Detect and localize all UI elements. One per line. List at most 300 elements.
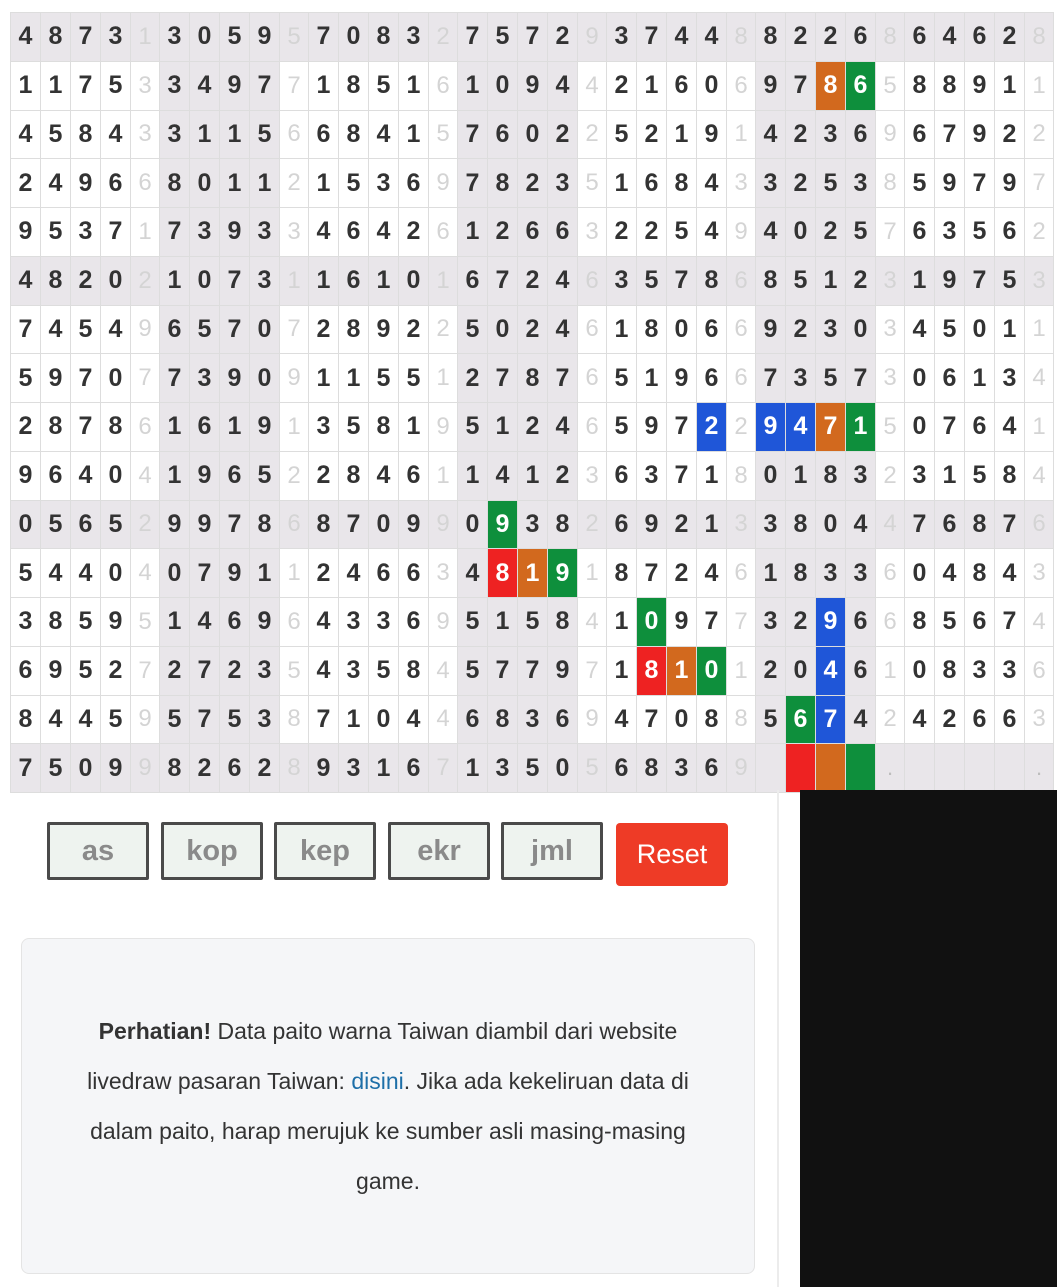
- paito-digit[interactable]: 5: [101, 696, 131, 745]
- paito-digit[interactable]: 7: [786, 62, 816, 111]
- paito-digit[interactable]: 8: [637, 306, 667, 355]
- paito-digit[interactable]: 9: [697, 111, 727, 160]
- paito-digit[interactable]: 2: [190, 744, 220, 793]
- paito-digit[interactable]: 5: [965, 452, 995, 501]
- paito-digit[interactable]: 4: [101, 306, 131, 355]
- paito-digit[interactable]: 3: [250, 696, 280, 745]
- paito-digit-highlighted[interactable]: 0: [697, 647, 727, 696]
- paito-digit[interactable]: 8: [71, 111, 101, 160]
- paito-digit[interactable]: 7: [756, 354, 786, 403]
- paito-digit[interactable]: 8: [697, 257, 727, 306]
- paito-digit[interactable]: 2: [786, 13, 816, 62]
- paito-digit[interactable]: 7: [488, 257, 518, 306]
- paito-digit[interactable]: 2: [995, 111, 1025, 160]
- paito-digit[interactable]: 0: [965, 306, 995, 355]
- paito-digit[interactable]: 8: [369, 13, 399, 62]
- paito-digit[interactable]: 9: [548, 647, 578, 696]
- paito-digit[interactable]: 2: [518, 159, 548, 208]
- paito-digit[interactable]: 5: [71, 306, 101, 355]
- paito-digit[interactable]: 0: [71, 744, 101, 793]
- paito-digit[interactable]: 8: [935, 62, 965, 111]
- paito-digit[interactable]: 6: [458, 696, 488, 745]
- paito-digit[interactable]: 5: [369, 62, 399, 111]
- paito-digit[interactable]: 0: [250, 306, 280, 355]
- paito-digit-highlighted[interactable]: 1: [518, 549, 548, 598]
- paito-digit[interactable]: 5: [995, 257, 1025, 306]
- paito-digit[interactable]: 1: [607, 159, 637, 208]
- paito-digit[interactable]: 8: [101, 403, 131, 452]
- paito-digit[interactable]: 5: [637, 257, 667, 306]
- paito-digit[interactable]: 3: [488, 744, 518, 793]
- paito-digit[interactable]: 5: [607, 111, 637, 160]
- paito-digit[interactable]: 3: [101, 13, 131, 62]
- paito-digit[interactable]: 9: [190, 501, 220, 550]
- paito-digit[interactable]: 9: [11, 452, 41, 501]
- paito-digit[interactable]: 0: [548, 744, 578, 793]
- paito-digit[interactable]: 4: [309, 647, 339, 696]
- paito-digit[interactable]: 2: [11, 159, 41, 208]
- paito-digit[interactable]: 1: [995, 306, 1025, 355]
- paito-digit[interactable]: 0: [369, 696, 399, 745]
- paito-digit[interactable]: 1: [339, 696, 369, 745]
- paito-digit[interactable]: 2: [458, 354, 488, 403]
- paito-digit[interactable]: 6: [965, 598, 995, 647]
- paito-digit[interactable]: 6: [905, 13, 935, 62]
- paito-digit-highlighted[interactable]: 4: [816, 647, 846, 696]
- paito-digit[interactable]: 1: [458, 452, 488, 501]
- paito-digit[interactable]: 7: [220, 257, 250, 306]
- paito-digit[interactable]: 7: [458, 111, 488, 160]
- paito-digit[interactable]: 5: [250, 111, 280, 160]
- paito-digit[interactable]: 4: [995, 403, 1025, 452]
- paito-digit[interactable]: 5: [935, 598, 965, 647]
- paito-digit[interactable]: 7: [309, 13, 339, 62]
- paito-digit[interactable]: 2: [756, 647, 786, 696]
- paito-digit[interactable]: 8: [160, 744, 190, 793]
- paito-digit[interactable]: 5: [101, 501, 131, 550]
- paito-digit[interactable]: 3: [756, 598, 786, 647]
- paito-digit[interactable]: 7: [160, 208, 190, 257]
- paito-digit[interactable]: 5: [101, 62, 131, 111]
- paito-digit[interactable]: 2: [637, 208, 667, 257]
- paito-digit[interactable]: 7: [965, 159, 995, 208]
- paito-digit[interactable]: 3: [756, 159, 786, 208]
- paito-digit[interactable]: 2: [71, 257, 101, 306]
- paito-digit[interactable]: 7: [101, 208, 131, 257]
- paito-digit[interactable]: 6: [965, 403, 995, 452]
- paito-digit[interactable]: 2: [309, 549, 339, 598]
- paito-digit[interactable]: 8: [369, 403, 399, 452]
- paito-digit[interactable]: 0: [101, 257, 131, 306]
- paito-digit[interactable]: 6: [399, 159, 429, 208]
- paito-digit[interactable]: 0: [11, 501, 41, 550]
- paito-digit[interactable]: 4: [905, 306, 935, 355]
- paito-digit[interactable]: 2: [518, 403, 548, 452]
- paito-digit[interactable]: 1: [220, 403, 250, 452]
- paito-digit[interactable]: 9: [965, 62, 995, 111]
- paito-digit[interactable]: 3: [846, 452, 876, 501]
- paito-digit[interactable]: 9: [101, 598, 131, 647]
- paito-digit[interactable]: 4: [697, 159, 727, 208]
- paito-digit[interactable]: 6: [905, 111, 935, 160]
- paito-digit[interactable]: 2: [309, 452, 339, 501]
- paito-digit[interactable]: 4: [935, 549, 965, 598]
- jml-input[interactable]: [501, 822, 603, 880]
- paito-digit[interactable]: 1: [816, 257, 846, 306]
- paito-digit[interactable]: 6: [846, 111, 876, 160]
- paito-digit-highlighted[interactable]: [786, 744, 816, 793]
- paito-digit-highlighted[interactable]: 2: [697, 403, 727, 452]
- paito-digit[interactable]: 7: [935, 111, 965, 160]
- paito-digit[interactable]: 1: [965, 354, 995, 403]
- paito-digit[interactable]: 3: [250, 257, 280, 306]
- paito-digit[interactable]: 7: [518, 13, 548, 62]
- paito-digit[interactable]: 5: [935, 306, 965, 355]
- paito-digit[interactable]: 9: [101, 744, 131, 793]
- paito-digit[interactable]: 0: [518, 111, 548, 160]
- paito-digit-highlighted[interactable]: 8: [488, 549, 518, 598]
- paito-digit[interactable]: 5: [41, 111, 71, 160]
- paito-digit[interactable]: 1: [11, 62, 41, 111]
- paito-digit[interactable]: 8: [905, 598, 935, 647]
- paito-digit[interactable]: 3: [339, 598, 369, 647]
- paito-digit[interactable]: 9: [220, 354, 250, 403]
- paito-digit[interactable]: 1: [458, 744, 488, 793]
- paito-digit[interactable]: 3: [190, 354, 220, 403]
- paito-digit[interactable]: 6: [488, 111, 518, 160]
- paito-digit[interactable]: 3: [935, 208, 965, 257]
- paito-digit-highlighted[interactable]: 9: [816, 598, 846, 647]
- paito-digit[interactable]: 7: [935, 403, 965, 452]
- paito-digit[interactable]: 6: [995, 696, 1025, 745]
- paito-digit[interactable]: 1: [41, 62, 71, 111]
- paito-digit[interactable]: 9: [965, 111, 995, 160]
- paito-digit[interactable]: 8: [935, 647, 965, 696]
- paito-digit[interactable]: 5: [786, 257, 816, 306]
- paito-digit[interactable]: 6: [548, 208, 578, 257]
- paito-digit[interactable]: 6: [190, 403, 220, 452]
- paito-digit[interactable]: 7: [637, 549, 667, 598]
- paito-digit[interactable]: 9: [250, 598, 280, 647]
- paito-digit[interactable]: 2: [786, 111, 816, 160]
- paito-digit[interactable]: 7: [11, 744, 41, 793]
- paito-digit[interactable]: 8: [816, 452, 846, 501]
- paito-digit[interactable]: 5: [190, 306, 220, 355]
- paito-digit[interactable]: 9: [756, 62, 786, 111]
- paito-digit[interactable]: 4: [548, 306, 578, 355]
- paito-digit[interactable]: 0: [488, 62, 518, 111]
- paito-digit[interactable]: 3: [11, 598, 41, 647]
- paito-digit[interactable]: 6: [607, 501, 637, 550]
- paito-digit[interactable]: 7: [11, 306, 41, 355]
- paito-digit[interactable]: 1: [697, 501, 727, 550]
- paito-digit[interactable]: 4: [309, 598, 339, 647]
- paito-digit[interactable]: 4: [11, 111, 41, 160]
- paito-digit[interactable]: 5: [458, 403, 488, 452]
- paito-digit-highlighted[interactable]: 6: [786, 696, 816, 745]
- paito-digit[interactable]: 1: [458, 62, 488, 111]
- paito-digit[interactable]: 9: [935, 159, 965, 208]
- paito-digit[interactable]: 6: [965, 696, 995, 745]
- paito-digit[interactable]: 2: [935, 696, 965, 745]
- paito-digit[interactable]: 3: [160, 111, 190, 160]
- paito-digit[interactable]: 9: [250, 403, 280, 452]
- paito-digit-highlighted[interactable]: 1: [846, 403, 876, 452]
- paito-digit[interactable]: 7: [190, 549, 220, 598]
- paito-digit[interactable]: 1: [369, 257, 399, 306]
- paito-digit[interactable]: 2: [160, 647, 190, 696]
- paito-digit[interactable]: 5: [756, 696, 786, 745]
- paito-digit[interactable]: 4: [607, 696, 637, 745]
- paito-digit[interactable]: 0: [905, 647, 935, 696]
- paito-digit[interactable]: 3: [160, 62, 190, 111]
- paito-digit[interactable]: 6: [369, 549, 399, 598]
- paito-digit[interactable]: 2: [816, 13, 846, 62]
- paito-digit[interactable]: 6: [548, 696, 578, 745]
- paito-digit[interactable]: 3: [369, 598, 399, 647]
- paito-digit[interactable]: 9: [190, 452, 220, 501]
- paito-digit[interactable]: 4: [71, 549, 101, 598]
- paito-digit[interactable]: 7: [637, 696, 667, 745]
- paito-digit[interactable]: 3: [816, 549, 846, 598]
- paito-digit[interactable]: 0: [816, 501, 846, 550]
- paito-digit[interactable]: 4: [846, 696, 876, 745]
- paito-digit[interactable]: 7: [71, 354, 101, 403]
- paito-digit[interactable]: 2: [309, 306, 339, 355]
- paito-digit[interactable]: 1: [160, 257, 190, 306]
- paito-digit[interactable]: 6: [667, 62, 697, 111]
- paito-digit[interactable]: 9: [250, 13, 280, 62]
- paito-digit[interactable]: 2: [101, 647, 131, 696]
- paito-digit[interactable]: 0: [786, 208, 816, 257]
- paito-digit[interactable]: 8: [637, 744, 667, 793]
- paito-digit[interactable]: 7: [250, 62, 280, 111]
- paito-digit[interactable]: 9: [41, 354, 71, 403]
- paito-digit-highlighted[interactable]: 8: [637, 647, 667, 696]
- paito-digit[interactable]: 0: [846, 306, 876, 355]
- paito-digit[interactable]: 8: [756, 257, 786, 306]
- paito-digit[interactable]: 7: [518, 647, 548, 696]
- paito-digit[interactable]: 3: [816, 111, 846, 160]
- paito-digit[interactable]: 8: [488, 159, 518, 208]
- paito-digit[interactable]: 2: [250, 744, 280, 793]
- paito-digit[interactable]: 7: [995, 598, 1025, 647]
- paito-digit[interactable]: 8: [786, 501, 816, 550]
- paito-digit[interactable]: 3: [160, 13, 190, 62]
- paito-digit[interactable]: 1: [637, 62, 667, 111]
- paito-digit[interactable]: 8: [697, 696, 727, 745]
- paito-digit[interactable]: 3: [965, 647, 995, 696]
- paito-digit[interactable]: 9: [667, 598, 697, 647]
- paito-digit[interactable]: 8: [995, 452, 1025, 501]
- paito-digit[interactable]: 4: [369, 111, 399, 160]
- paito-digit[interactable]: 8: [160, 159, 190, 208]
- paito-digit[interactable]: 7: [220, 306, 250, 355]
- paito-digit[interactable]: 1: [160, 598, 190, 647]
- paito-digit[interactable]: [905, 744, 935, 793]
- paito-digit[interactable]: 5: [488, 13, 518, 62]
- paito-digit[interactable]: 1: [488, 403, 518, 452]
- paito-digit[interactable]: 8: [548, 598, 578, 647]
- paito-digit[interactable]: 4: [935, 13, 965, 62]
- paito-digit[interactable]: 2: [548, 13, 578, 62]
- paito-digit[interactable]: 5: [369, 647, 399, 696]
- kop-input[interactable]: [161, 822, 263, 880]
- paito-digit[interactable]: 3: [667, 744, 697, 793]
- paito-digit[interactable]: 4: [846, 501, 876, 550]
- paito-digit[interactable]: 3: [250, 208, 280, 257]
- paito-digit[interactable]: 2: [786, 598, 816, 647]
- paito-digit[interactable]: 2: [637, 111, 667, 160]
- paito-digit[interactable]: 4: [458, 549, 488, 598]
- paito-digit[interactable]: 4: [667, 13, 697, 62]
- paito-digit[interactable]: 6: [905, 208, 935, 257]
- paito-digit-highlighted[interactable]: 0: [637, 598, 667, 647]
- paito-digit[interactable]: 4: [339, 549, 369, 598]
- paito-digit[interactable]: 3: [339, 647, 369, 696]
- paito-digit[interactable]: 6: [41, 452, 71, 501]
- paito-digit[interactable]: 5: [816, 159, 846, 208]
- paito-digit[interactable]: 0: [101, 452, 131, 501]
- paito-digit[interactable]: 1: [250, 549, 280, 598]
- paito-digit[interactable]: 7: [995, 501, 1025, 550]
- paito-digit[interactable]: 2: [220, 647, 250, 696]
- paito-digit[interactable]: 3: [369, 159, 399, 208]
- paito-digit[interactable]: 2: [548, 111, 578, 160]
- paito-digit[interactable]: 3: [548, 159, 578, 208]
- paito-digit[interactable]: 0: [905, 549, 935, 598]
- paito-digit[interactable]: 0: [399, 257, 429, 306]
- paito-digit[interactable]: 8: [41, 13, 71, 62]
- paito-digit[interactable]: 6: [697, 744, 727, 793]
- paito-digit[interactable]: 7: [190, 647, 220, 696]
- paito-digit-highlighted[interactable]: 6: [846, 62, 876, 111]
- paito-digit[interactable]: 7: [339, 501, 369, 550]
- paito-digit[interactable]: 6: [846, 598, 876, 647]
- paito-digit[interactable]: 0: [905, 403, 935, 452]
- paito-digit[interactable]: 3: [846, 159, 876, 208]
- paito-digit[interactable]: 4: [369, 452, 399, 501]
- paito-digit[interactable]: 1: [309, 62, 339, 111]
- paito-digit[interactable]: 3: [518, 696, 548, 745]
- paito-digit[interactable]: 5: [518, 744, 548, 793]
- paito-digit[interactable]: 9: [637, 403, 667, 452]
- paito-digit[interactable]: 1: [309, 354, 339, 403]
- paito-digit[interactable]: 1: [697, 452, 727, 501]
- paito-digit[interactable]: 5: [518, 598, 548, 647]
- paito-digit-highlighted[interactable]: 4: [786, 403, 816, 452]
- paito-digit[interactable]: 7: [220, 501, 250, 550]
- paito-digit[interactable]: 9: [220, 62, 250, 111]
- paito-digit[interactable]: 4: [697, 13, 727, 62]
- paito-digit[interactable]: 9: [637, 501, 667, 550]
- paito-digit[interactable]: [935, 744, 965, 793]
- paito-digit[interactable]: 6: [697, 306, 727, 355]
- paito-digit[interactable]: 3: [995, 647, 1025, 696]
- paito-digit[interactable]: 4: [756, 111, 786, 160]
- paito-digit[interactable]: 5: [607, 403, 637, 452]
- paito-digit[interactable]: 4: [190, 62, 220, 111]
- paito-digit[interactable]: 7: [71, 13, 101, 62]
- paito-digit[interactable]: 8: [607, 549, 637, 598]
- paito-digit[interactable]: 5: [220, 696, 250, 745]
- paito-digit[interactable]: 2: [11, 403, 41, 452]
- paito-digit[interactable]: 6: [458, 257, 488, 306]
- paito-digit[interactable]: 4: [399, 696, 429, 745]
- paito-digit[interactable]: 2: [399, 306, 429, 355]
- paito-digit[interactable]: 1: [935, 452, 965, 501]
- paito-digit[interactable]: 4: [11, 257, 41, 306]
- paito-digit[interactable]: 1: [399, 62, 429, 111]
- paito-digit[interactable]: 6: [846, 13, 876, 62]
- paito-digit[interactable]: 1: [488, 598, 518, 647]
- paito-digit[interactable]: 9: [71, 159, 101, 208]
- paito-digit[interactable]: 7: [846, 354, 876, 403]
- paito-digit[interactable]: 7: [548, 354, 578, 403]
- paito-digit[interactable]: 2: [786, 159, 816, 208]
- paito-digit[interactable]: 1: [220, 159, 250, 208]
- paito-digit[interactable]: 7: [965, 257, 995, 306]
- paito-digit[interactable]: 4: [101, 111, 131, 160]
- as-input[interactable]: [47, 822, 149, 880]
- paito-digit[interactable]: 9: [220, 208, 250, 257]
- paito-digit[interactable]: 3: [71, 208, 101, 257]
- paito-digit[interactable]: 4: [548, 62, 578, 111]
- paito-digit[interactable]: 0: [697, 62, 727, 111]
- paito-digit[interactable]: 7: [697, 598, 727, 647]
- paito-digit[interactable]: 8: [786, 549, 816, 598]
- paito-digit[interactable]: 7: [637, 13, 667, 62]
- paito-digit[interactable]: 1: [160, 403, 190, 452]
- paito-digit[interactable]: 0: [190, 13, 220, 62]
- paito-digit[interactable]: 3: [905, 452, 935, 501]
- paito-digit[interactable]: 1: [250, 159, 280, 208]
- paito-digit[interactable]: 3: [607, 257, 637, 306]
- paito-digit[interactable]: 1: [607, 306, 637, 355]
- paito-digit[interactable]: 5: [71, 647, 101, 696]
- paito-digit[interactable]: 8: [518, 354, 548, 403]
- paito-digit[interactable]: 5: [458, 647, 488, 696]
- paito-digit-highlighted[interactable]: 9: [488, 501, 518, 550]
- paito-digit[interactable]: 5: [369, 354, 399, 403]
- paito-digit-highlighted[interactable]: [846, 744, 876, 793]
- paito-digit[interactable]: 4: [697, 208, 727, 257]
- paito-digit[interactable]: 1: [995, 62, 1025, 111]
- paito-digit[interactable]: 0: [101, 549, 131, 598]
- paito-digit[interactable]: 6: [399, 452, 429, 501]
- paito-digit[interactable]: 6: [607, 744, 637, 793]
- paito-digit[interactable]: 5: [160, 696, 190, 745]
- paito-digit[interactable]: 6: [309, 111, 339, 160]
- paito-digit[interactable]: 3: [786, 354, 816, 403]
- paito-digit[interactable]: 1: [399, 111, 429, 160]
- paito-digit[interactable]: 8: [548, 501, 578, 550]
- paito-digit[interactable]: 0: [667, 306, 697, 355]
- paito-digit[interactable]: 6: [518, 208, 548, 257]
- paito-digit[interactable]: 8: [667, 159, 697, 208]
- paito-digit[interactable]: 3: [518, 501, 548, 550]
- paito-digit[interactable]: 6: [965, 13, 995, 62]
- paito-digit[interactable]: 9: [309, 744, 339, 793]
- paito-digit[interactable]: 2: [488, 208, 518, 257]
- paito-digit[interactable]: 6: [220, 452, 250, 501]
- paito-digit[interactable]: 3: [309, 403, 339, 452]
- paito-digit[interactable]: 7: [71, 403, 101, 452]
- kep-input[interactable]: [274, 822, 376, 880]
- paito-digit[interactable]: 2: [518, 257, 548, 306]
- paito-digit[interactable]: 5: [905, 159, 935, 208]
- paito-digit[interactable]: 1: [905, 257, 935, 306]
